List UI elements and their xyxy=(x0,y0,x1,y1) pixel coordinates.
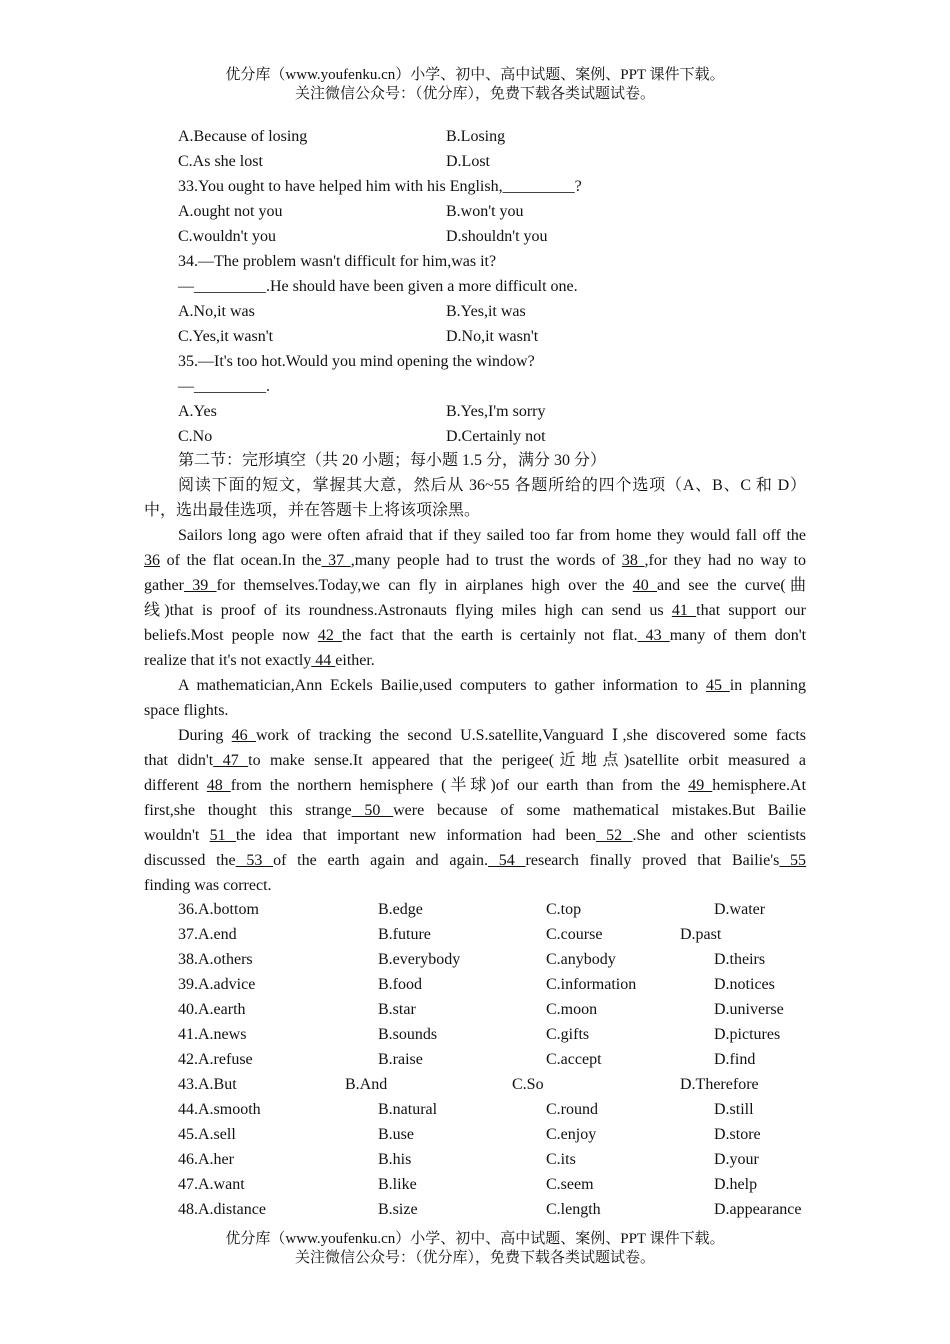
q40-option-a: 40.A.earth xyxy=(178,1001,246,1018)
q37-option-a: 37.A.end xyxy=(178,926,237,943)
blank-48: 48 xyxy=(206,777,231,794)
q41-option-a: 41.A.news xyxy=(178,1026,247,1043)
q35-option-b: B.Yes,I'm sorry xyxy=(446,403,546,420)
q45-option-a: 45.A.sell xyxy=(178,1126,236,1143)
q42-option-b: B.raise xyxy=(378,1051,423,1068)
footer-line-2: 关注微信公众号：（优分库），免费下载各类试题试卷。 xyxy=(294,1250,655,1266)
q38-option-c: C.anybody xyxy=(546,951,616,968)
q34-reply: —_________.He should have been given a more difficult one. xyxy=(178,278,578,295)
q45-option-c: C.enjoy xyxy=(546,1126,597,1143)
passage-p2-line-1: A mathematician,Ann Eckels Bailie,used computers to gather information to 45 in planning xyxy=(178,677,806,694)
q44-option-b: B.natural xyxy=(378,1101,438,1118)
q44-option-c: C.round xyxy=(546,1101,598,1118)
blank-46: 46 xyxy=(231,727,256,744)
q42-option-d: D.find xyxy=(714,1051,756,1068)
q48-option-b: B.size xyxy=(378,1201,418,1218)
q47-option-d: D.help xyxy=(714,1176,758,1193)
q34-option-d: D.No,it wasn't xyxy=(446,328,539,345)
q35-option-d: D.Certainly not xyxy=(446,428,546,445)
passage-p3-line-7: finding was correct. xyxy=(144,877,272,894)
blank-55: 55 xyxy=(779,852,807,869)
passage-p3-line-1: During 46 work of tracking the second U.S.satellite,Vanguard Ⅰ,she discovered some facts xyxy=(178,727,807,744)
blank-54: 54 xyxy=(488,852,526,869)
q35-option-c: C.No xyxy=(178,428,213,445)
passage-p3-line-4: first,she thought this strange 50 were because of some mathematical mistakes.But Bailie xyxy=(144,802,807,819)
passage-p3-line-2: that didn't 47 to make sense.It appeared that the perigee(近地点)satellite orbit measured a xyxy=(144,752,807,769)
q48-option-a: 48.A.distance xyxy=(178,1201,266,1218)
blank-38: 38 xyxy=(621,552,645,569)
q39-option-d: D.notices xyxy=(714,976,775,993)
q43-option-b: B.And xyxy=(345,1076,388,1093)
passage-p3-line-5: wouldn't 51 the idea that important new information had been 52 .She and other scientists xyxy=(144,827,807,844)
blank-40: 40 xyxy=(632,577,657,594)
section-instructions-1: 阅读下面的短文，掌握其大意，然后从 36~55 各题所给的四个选项（A、B、C 和 D） xyxy=(178,477,806,494)
q46-option-b: B.his xyxy=(378,1151,412,1168)
q46-option-d: D.your xyxy=(714,1151,759,1168)
blank-44: 44 xyxy=(311,652,336,669)
blank-49: 49 xyxy=(688,777,713,794)
q37-option-b: B.future xyxy=(378,926,431,943)
q47-option-b: B.like xyxy=(378,1176,417,1193)
q33-option-d: D.shouldn't you xyxy=(446,228,548,245)
passage-line-2: 36 of the flat ocean.In the 37 ,many people had to trust the words of 38 ,for they had no way to xyxy=(144,552,807,569)
q37-option-d: D.past xyxy=(680,926,722,943)
q40-option-b: B.star xyxy=(378,1001,416,1018)
q39-option-b: B.food xyxy=(378,976,422,993)
q39-option-a: 39.A.advice xyxy=(178,976,256,993)
q33-stem: 33.You ought to have helped him with his English,_________? xyxy=(178,178,582,195)
header-line-2: 关注微信公众号：（优分库），免费下载各类试题试卷。 xyxy=(294,86,655,102)
q47-option-a: 47.A.want xyxy=(178,1176,245,1193)
q43-option-a: 43.A.But xyxy=(178,1076,237,1093)
q36-option-a: 36.A.bottom xyxy=(178,901,259,918)
blank-45: 45 xyxy=(705,677,730,694)
q34-option-c: C.Yes,it wasn't xyxy=(178,328,274,345)
blank-47: 47 xyxy=(213,752,249,769)
q45-option-d: D.store xyxy=(714,1126,761,1143)
q41-option-b: B.sounds xyxy=(378,1026,438,1043)
q39-option-c: C.information xyxy=(546,976,637,993)
q46-option-c: C.its xyxy=(546,1151,576,1168)
passage-p3-line-3: different 48 from the northern hemisphere (半球)of our earth than from the 49 hemisphere.At xyxy=(144,777,807,794)
q45-option-b: B.use xyxy=(378,1126,414,1143)
q43-option-d: D.Therefore xyxy=(680,1076,759,1093)
q43-option-c: C.So xyxy=(512,1076,544,1093)
passage-line-3: gather 39 for themselves.Today,we can fly in airplanes high over the 40 and see the curve(曲 xyxy=(144,577,807,594)
q32-option-a: A.Because of losing xyxy=(178,128,308,145)
blank-39: 39 xyxy=(183,577,217,594)
passage-p2-line-2: space flights. xyxy=(144,702,229,719)
q35-reply: —_________. xyxy=(178,378,270,395)
q47-option-c: C.seem xyxy=(546,1176,594,1193)
blank-53: 53 xyxy=(235,852,274,869)
q38-option-b: B.everybody xyxy=(378,951,461,968)
q37-option-c: C.course xyxy=(546,926,603,943)
q42-option-a: 42.A.refuse xyxy=(178,1051,253,1068)
q40-option-c: C.moon xyxy=(546,1001,598,1018)
q40-option-d: D.universe xyxy=(714,1001,784,1018)
footer-line-1: 优分库（www.youfenku.cn）小学、初中、高中试题、案例、PPT 课件下载。 xyxy=(225,1231,725,1247)
header-line-1: 优分库（www.youfenku.cn）小学、初中、高中试题、案例、PPT 课件下载。 xyxy=(225,67,725,83)
q36-option-d: D.water xyxy=(714,901,766,918)
section-title: 第二节：完形填空（共 20 小题；每小题 1.5 分，满分 30 分） xyxy=(178,452,607,469)
blank-36: 36 xyxy=(144,552,160,569)
q36-option-c: C.top xyxy=(546,901,582,918)
blank-50: 50 xyxy=(351,802,394,819)
q42-option-c: C.accept xyxy=(546,1051,602,1068)
blank-42: 42 xyxy=(317,627,342,644)
passage-line-5: beliefs.Most people now 42 the fact that the earth is certainly not flat. 43 many of them don't xyxy=(144,627,807,644)
q34-stem: 34.—The problem wasn't difficult for him,was it? xyxy=(178,253,497,270)
section-instructions-2: 中，选出最佳选项，并在答题卡上将该项涂黑。 xyxy=(144,502,481,519)
q35-option-a: A.Yes xyxy=(178,403,217,420)
q44-option-d: D.still xyxy=(714,1101,754,1118)
q41-option-d: D.pictures xyxy=(714,1026,781,1043)
q48-option-c: C.length xyxy=(546,1201,601,1218)
q38-option-a: 38.A.others xyxy=(178,951,253,968)
passage-line-6: realize that it's not exactly 44 either. xyxy=(144,652,375,669)
q34-option-a: A.No,it was xyxy=(178,303,255,320)
q32-option-d: D.Lost xyxy=(446,153,490,170)
passage-line-1: Sailors long ago were often afraid that if they sailed too far from home they would fall off the xyxy=(178,527,806,544)
q32-option-c: C.As she lost xyxy=(178,153,263,170)
q32-option-b: B.Losing xyxy=(446,128,506,145)
q33-option-c: C.wouldn't you xyxy=(178,228,276,245)
blank-43: 43 xyxy=(637,627,670,644)
q34-option-b: B.Yes,it was xyxy=(446,303,526,320)
q48-option-d: D.appearance xyxy=(714,1201,802,1218)
q38-option-d: D.theirs xyxy=(714,951,766,968)
blank-41: 41 xyxy=(671,602,697,619)
q33-option-a: A.ought not you xyxy=(178,203,283,220)
q33-option-b: B.won't you xyxy=(446,203,524,220)
passage-p3-line-6: discussed the 53 of the earth again and again. 54 research finally proved that Bailie's 55 xyxy=(144,852,807,869)
q44-option-a: 44.A.smooth xyxy=(178,1101,261,1118)
blank-37: 37 xyxy=(321,552,351,569)
q41-option-c: C.gifts xyxy=(546,1026,590,1043)
q46-option-a: 46.A.her xyxy=(178,1151,234,1168)
q35-stem: 35.—It's too hot.Would you mind opening the window? xyxy=(178,353,535,370)
blank-52: 52 xyxy=(595,827,633,844)
blank-51: 51 xyxy=(209,827,236,844)
passage-line-4: 线)that is proof of its roundness.Astronauts flying miles high can send us 41 that support our xyxy=(144,602,806,619)
q36-option-b: B.edge xyxy=(378,901,423,918)
